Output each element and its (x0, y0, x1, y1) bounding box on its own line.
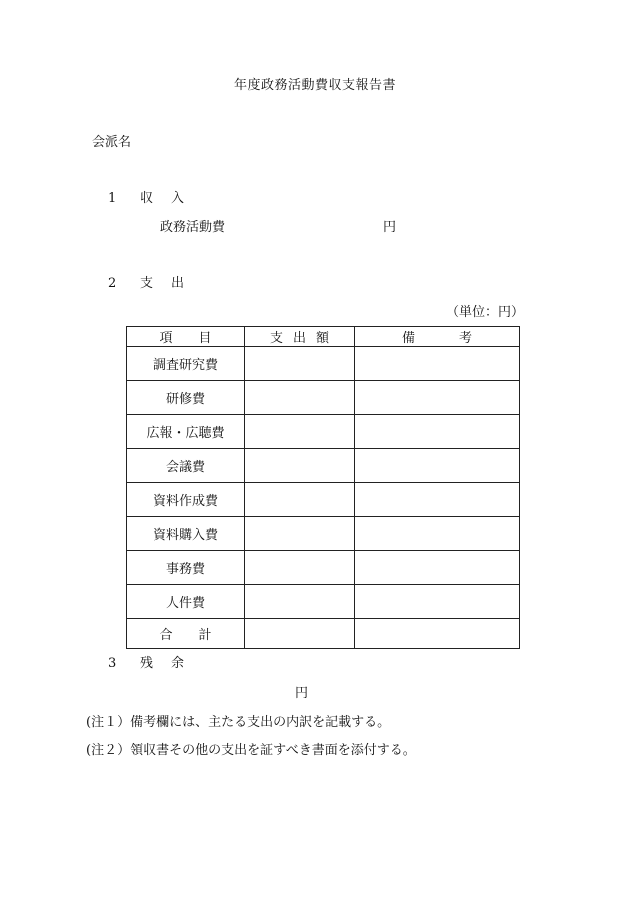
expenditure-section-number: 2 (108, 276, 117, 291)
row-note-cell (355, 415, 520, 449)
total-amount-cell (245, 619, 355, 649)
income-item-label: 政務活動費 (160, 220, 226, 235)
document-title: 年度政務活動費収支報告書 (233, 78, 396, 93)
row-item-label: 資料購入費 (127, 517, 245, 551)
row-amount-cell (245, 347, 355, 381)
row-amount-cell (245, 483, 355, 517)
row-note-cell (355, 347, 520, 381)
row-item-label: 人件費 (127, 585, 245, 619)
table-header-row (127, 327, 520, 347)
expenditure-table (126, 326, 520, 649)
row-note-cell (355, 483, 520, 517)
row-amount-cell (245, 517, 355, 551)
party-name-label: 会派名 (92, 135, 132, 150)
row-item-label: 会議費 (127, 449, 245, 483)
remainder-section-heading: 残余 (140, 656, 203, 671)
table-row (127, 551, 520, 585)
header-note: 備考 (355, 327, 520, 347)
row-note-cell (355, 517, 520, 551)
row-amount-cell (245, 449, 355, 483)
footnote-1: (注１）備考欄には、主たる支出の内訳を記載する。 (86, 715, 391, 730)
total-label: 合計 (127, 619, 245, 649)
remainder-yen-unit: 円 (295, 686, 309, 701)
expenditure-section-heading: 支出 (140, 276, 203, 291)
row-amount-cell (245, 585, 355, 619)
row-note-cell (355, 585, 520, 619)
table-row (127, 381, 520, 415)
table-row (127, 347, 520, 381)
table-total-row (127, 619, 520, 649)
table-row (127, 585, 520, 619)
row-amount-cell (245, 551, 355, 585)
header-amount: 支出額 (245, 327, 355, 347)
row-amount-cell (245, 415, 355, 449)
row-amount-cell (245, 381, 355, 415)
income-section-heading: 収入 (140, 191, 203, 206)
table-row (127, 517, 520, 551)
row-note-cell (355, 381, 520, 415)
footnote-2: (注２）領収書その他の支出を証すべき書面を添付する。 (86, 743, 416, 758)
row-item-label: 事務費 (127, 551, 245, 585)
income-yen-unit: 円 (383, 220, 397, 235)
row-item-label: 研修費 (127, 381, 245, 415)
header-item: 項目 (127, 327, 245, 347)
row-item-label: 資料作成費 (127, 483, 245, 517)
remainder-section-number: 3 (108, 656, 117, 671)
income-section-number: 1 (108, 191, 117, 206)
table-row (127, 415, 520, 449)
row-item-label: 広報・広聴費 (127, 415, 245, 449)
row-note-cell (355, 551, 520, 585)
total-note-cell (355, 619, 520, 649)
row-item-label: 調査研究費 (127, 347, 245, 381)
unit-note: （単位：円） (446, 305, 525, 320)
table-row (127, 483, 520, 517)
table-row (127, 449, 520, 483)
row-note-cell (355, 449, 520, 483)
